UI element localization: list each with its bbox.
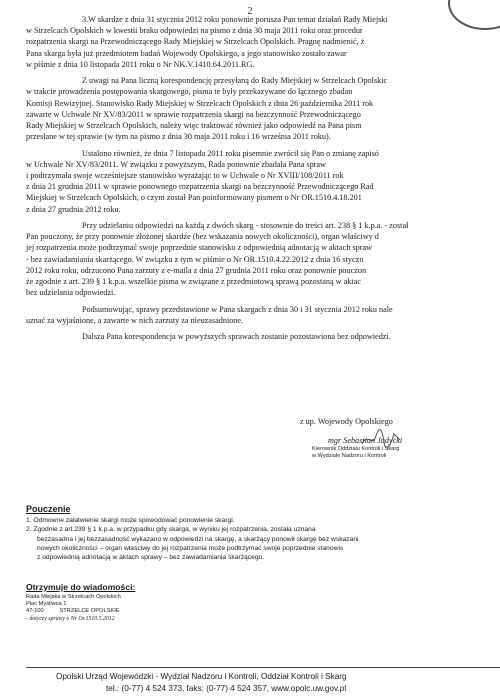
text-line: przesłane w tej sprawie (w tym na pismo z dnia 30 maja 2011 roku i 16 września 2011 roku). bbox=[26, 132, 331, 142]
text-line: 3.W skardze z dnia 31 stycznia 2012 roku ponownie porusza Pan temat działań Rady Miejski bbox=[82, 15, 388, 24]
text-line: w Uchwale Nr XV/83/2011. W związku z powyższym, Rada ponownie zbadała Pana spraw bbox=[26, 159, 326, 169]
pouczenie-item-cont: z odpowiednią adnotacją w aktach sprawy – bez zawiadamiania skarżącego. bbox=[37, 554, 265, 562]
signature-for: z up. Wojewody Opolskiego bbox=[300, 417, 393, 426]
text-line: uznać za wyjaśnione, a zawarte w nich zarzuty za nieuzasadnione. bbox=[26, 315, 244, 325]
text-line: Dalsza Pana korespondencja w powyższych sprawach zostanie pozostawiona bez odpowiedzi. bbox=[82, 332, 391, 342]
text-line: w Strzelcach Opolskich w kwestii braku odpowiedzi na pismo z dnia 30 maja 2011 roku oraz procedur bbox=[26, 26, 363, 36]
paragraph-4 bbox=[26, 220, 500, 298]
paragraph-1 bbox=[26, 14, 500, 70]
footer-office: Opolski Urząd Wojewódzki - Wydział Nadzoru i Kontroli, Oddział Kontroli i Skarg bbox=[56, 672, 347, 681]
text-line: Przy udzielaniu odpowiedzi na każdą z dwóch skarg - stosownie do treści art. 238 § 1 k.p.a. - został bbox=[82, 221, 409, 231]
text-line: bez udzielania odpowiedzi. bbox=[26, 288, 116, 298]
footer bbox=[0, 671, 500, 695]
text-line: 2012 roku roku, odrzucono Pana zarzuty z e-maila z dnia 27 grudnia 2011 roku oraz ponownie pouczon bbox=[26, 265, 367, 275]
pouczenie-section bbox=[26, 505, 500, 562]
text-line: i podtrzymała swoje wcześniejsze stanowisko wyrażając to w Uchwale o Nr XVIII/108/2011 rok bbox=[26, 171, 344, 181]
recipients-heading: Otrzymuje do wiadomości: bbox=[26, 582, 136, 592]
text-line: Pan pouczony, że przy ponownie złożonej skardze (bez wskazania nowych okoliczności), organ właściwy d bbox=[26, 232, 379, 242]
signature-name: mgr Sebastian Judycki bbox=[328, 436, 403, 445]
text-line: Z uwagi na Pana liczną korespondencję przesyłaną do Rady Miejskiej w Strzelcach Opolskic bbox=[82, 76, 388, 86]
text-line: jej rozpatrzenia może podtrzymać swoje poprzednie stanowisko z odpowiednią adnotacją w aktach spraw bbox=[26, 243, 373, 253]
signature-department: w Wydziale Nadzoru i Kontroli bbox=[312, 453, 387, 459]
text-line: w piśmie z dnia 10 listopada 2011 roku o Nr NK.V.1410.64.2011.RG. bbox=[26, 59, 255, 69]
recipient-line: Plac Myśliwca 1 bbox=[26, 601, 67, 608]
pouczenie-item: 2. Zgodnie z art.239 § 1 k.p.a. w przypadku gdy skarga, w wyniku jej rozpatrzenia, została uznana bbox=[26, 526, 316, 534]
text-line: Miejskiej w Strzelcach Opolskich, o czym został Pan poinformowany pismem o Nr OR.1510.4.18.201 bbox=[26, 193, 362, 203]
recipients-section bbox=[26, 582, 135, 623]
pouczenie-item-cont: bezzasadna i jej bezzasadność wykazano w odpowiedzi na skargę, a skarżący ponowił skargę bez wskazani bbox=[37, 535, 359, 543]
footer-rule bbox=[26, 667, 500, 668]
paragraph-2 bbox=[26, 75, 500, 142]
footer-contact: tel.: (0-77) 4 524 373, faks: (0-77) 4 524 357, www.opolc.uw.gov.pl bbox=[106, 684, 347, 693]
paragraph-5 bbox=[26, 304, 500, 326]
recipient-line: 47-100 STRZELCE OPOLSKIE bbox=[26, 608, 120, 615]
text-line: w trakcie prowadzenia postępowania skargowego, pisma te były przekazywane do łącznego zbadan bbox=[26, 87, 353, 97]
recipient-line: Rada Miejska w Strzelcach Opolskich bbox=[26, 594, 121, 600]
letter-body bbox=[26, 14, 500, 342]
signature-title: Kierownik Oddziału Kontroli i Skarg bbox=[312, 446, 400, 452]
text-line: Komisji Rewizyjnej. Stanowisko Rady Miejskiej w Strzelcach Opolskich z dnia 26 października 2011 rok bbox=[26, 98, 374, 108]
text-line: rozpatrzenia skargi na Przewodniczącego Rady Miejskiej w Strzelcach Opolskich. Pragnę nadmienić, ż bbox=[26, 37, 365, 47]
text-line: Podsumowując, sprawy przedstawione w Pana skargach z dnia 30 i 31 stycznia 2012 roku nale bbox=[82, 304, 393, 314]
text-line: z dnia 21 grudnia 2011 w sprawie ponownego rozpatrzenia skargi na bezczynność Przewodniczącego Rad bbox=[26, 182, 374, 192]
text-line: Pana skarga była już przedmiotem badań Wojewody Opolskiego, a jego stanowisko zostało zawar bbox=[26, 48, 347, 58]
pouczenie-item: 1. Odmowne załatwienie skargi może spowodować ponowienie skargi. bbox=[26, 517, 235, 525]
text-line: Rady Miejskiej w Strzelcach Opolskich, należy więc traktować również jako odpowiedź na Pana pism bbox=[26, 121, 362, 131]
paragraph-3 bbox=[26, 148, 500, 215]
text-line: z dnia 27 grudnia 2012 roku. bbox=[26, 204, 121, 214]
pouczenie-item-cont: nowych okoliczności – organ właściwy do jej rozpatrzenia może podtrzymać swoje poprzednie stanowis bbox=[37, 544, 344, 552]
handwritten-signature bbox=[360, 428, 406, 450]
text-line: zawarte w Uchwale Nr XV/83/2011 w sprawie rozpatrzenia skargi na bezczynność Przewodniczącego bbox=[26, 109, 361, 119]
recipient-note: - dotyczy sprawy o Nr Or.1510.5.2012 bbox=[26, 615, 115, 622]
text-line: - bez zawiadamiania skarżącego. W związku z tym w piśmie o Nr OR.1510.4.22.2012 z dnia 16 styczn bbox=[26, 254, 364, 264]
text-line: że zgodnie z art. 239 § 1 k.p.a. wszelkie pisma w związane z przedmiotową sprawą pozostaną w aktac bbox=[26, 277, 361, 287]
paragraph-6 bbox=[26, 331, 500, 342]
page-number: 2 bbox=[247, 6, 253, 17]
text-line: Ustalono również, że dnia 7 listopada 2011 roku pisemnie zwrócił się Pan o zmianę zapisó bbox=[82, 148, 379, 158]
pouczenie-heading: Pouczenie bbox=[26, 504, 71, 514]
